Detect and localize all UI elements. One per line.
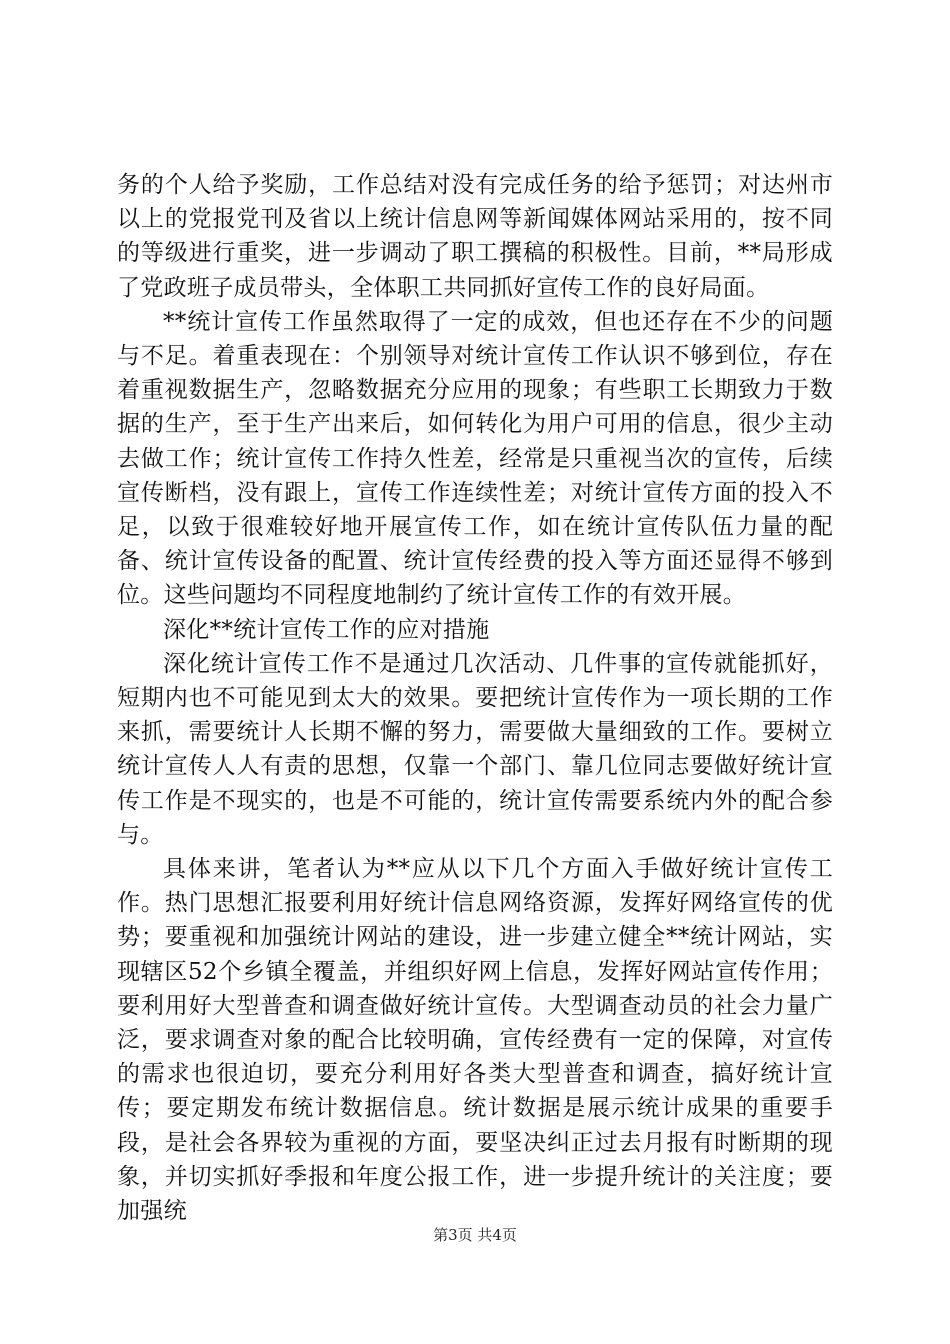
document-body xyxy=(117,168,833,1228)
page-number-footer: 第3页 共4页 xyxy=(433,1226,517,1244)
section-heading: 深化**统计宣传工作的应对措施 xyxy=(163,616,490,643)
paragraph-measures: 深化统计宣传工作不是通过几次活动、几件事的宣传就能抓好，短期内也不可能见到太大的效果。要把统计宣传作为一项长期的工作来抓，需要统计人长期不懈的努力，需要做大量细致的工作。要树立统计宣传人人有责的思想，仅靠一个部门、靠几位同志要做好统计宣传工作是不现实的，也是不可能的，统计宣传需要系统内外的配合参与。 xyxy=(117,650,833,848)
paragraph-specifics: 具体来讲，笔者认为**应从以下几个方面入手做好统计宣传工作。热门思想汇报要利用好统计信息网络资源，发挥好网络宣传的优势；要重视和加强统计网站的建设，进一步建立健全**统计网站，实现辖区52个乡镇全覆盖，并组织好网上信息，发挥好网站宣传作用；要利用好大型普查和调查做好统计宣传。大型调查动员的社会力量广泛，要求调查对象的配合比较明确，宣传经费有一定的保障，对宣传的需求也很迫切，要充分利用好各类大型普查和调查，搞好统计宣传；要定期发布统计数据信息。统计数据是展示统计成果的重要手段，是社会各界较为重视的方面，要坚决纠正过去月报有时断期的现象，并切实抓好季报和年度公报工作，进一步提升统计的关注度；要加强统 xyxy=(117,856,833,1225)
paragraph-continued: 务的个人给予奖励，工作总结对没有完成任务的给予惩罚；对达州市以上的党报党刊及省以上统计信息网等新闻媒体网站采用的，按不同的等级进行重奖，进一步调动了职工撰稿的积极性。目前，**局形成了党政班子成员带头，全体职工共同抓好宣传工作的良好局面。 xyxy=(117,172,833,301)
paragraph-problems: **统计宣传工作虽然取得了一定的成效，但也还存在不少的问题与不足。着重表现在：个别领导对统计宣传工作认识不够到位，存在着重视数据生产，忽略数据充分应用的现象；有些职工长期致力于数据的生产，至于生产出来后，如何转化为用户可用的信息，很少主动去做工作；统计宣传工作持久性差，经常是只重视当次的宣传，后续宣传断档，没有跟上，宣传工作连续性差；对统计宣传方面的投入不足，以致于很难较好地开展宣传工作，如在统计宣传队伍力量的配备、统计宣传设备的配置、统计宣传经费的投入等方面还显得不够到位。这些问题均不同程度地制约了统计宣传工作的有效开展。 xyxy=(117,308,833,609)
